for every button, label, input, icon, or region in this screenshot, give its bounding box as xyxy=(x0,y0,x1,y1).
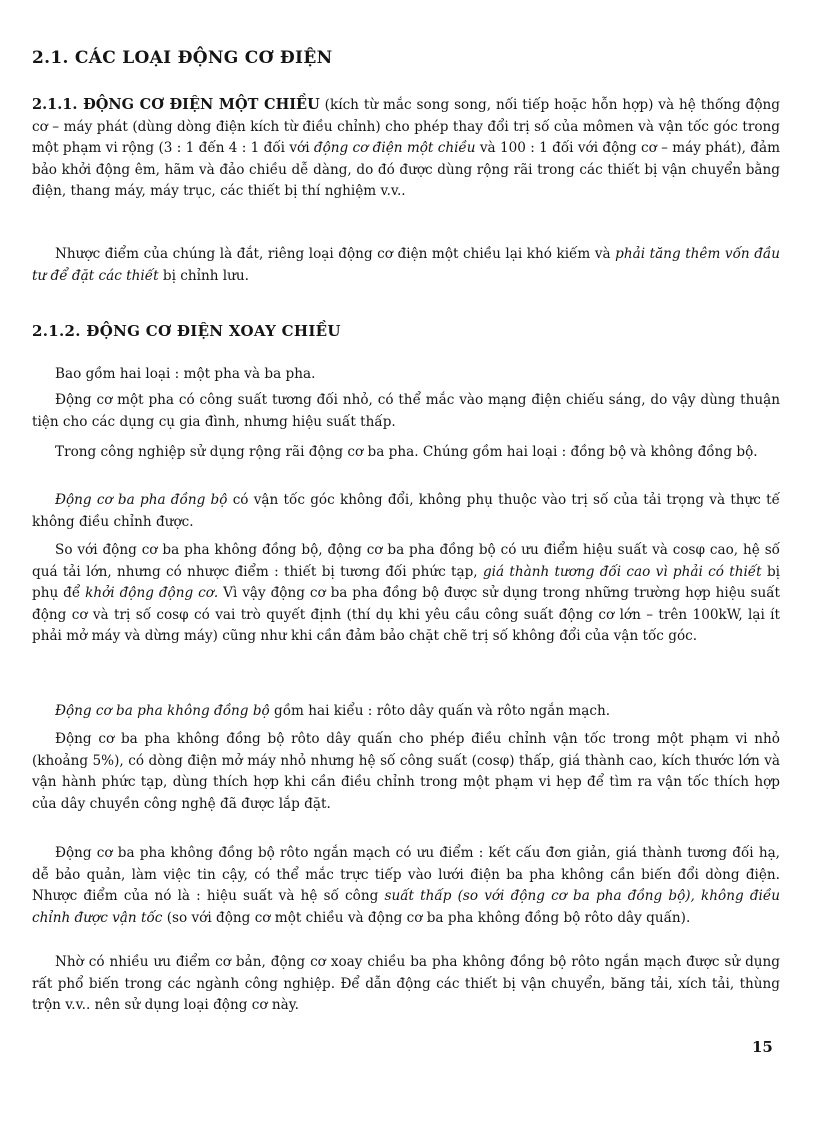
paragraph-synchronous xyxy=(32,490,780,533)
text-run: Động cơ ba pha không đồng bộ rôto ngắn mạch có ưu điểm : kết cấu đơn giản, giá thành tương đối hạ, dễ bảo quản, làm việc tin cậy, có thể mắc trực tiếp vào lưới điện ba pha không cần biến đổi dòng điện. Nhược điểm của nó là : hiệu suất và hệ số công xyxy=(32,845,780,904)
page-number: 15 xyxy=(752,1038,773,1056)
italic-run: Động cơ ba pha không đồng bộ xyxy=(55,703,270,719)
paragraph-asynchronous xyxy=(32,701,780,723)
text-run: và 100 : 1 đối với động cơ – máy phát), đảm bảo khởi động êm, hãm và đảo chiều dễ dàng, do đó được dùng rộng rãi trong các thiết bị vận chuyển bằng điện, thang máy, máy trục, các thiết bị thí nghiệm v.v.. xyxy=(32,140,780,199)
text-run: (kích từ mắc song song, nối tiếp hoặc hỗn hợp) và hệ thống động cơ – máy phát (dùng dòng điện kích từ điều chỉnh) cho phép thay đổi trị số của mômen và vận tốc góc trong một phạm vi rộng (3 : 1 đến 4 : 1 đối với xyxy=(32,97,780,156)
paragraph-sync-vs-async xyxy=(32,540,780,648)
text-run: gồm hai kiểu : rôto dây quấn và rôto ngắn mạch. xyxy=(269,703,611,719)
paragraph-single-phase: Động cơ một pha có công suất tương đối nhỏ, có thể mắc vào mạng điện chiếu sáng, do vậy dùng thuận tiện cho các dụng cụ gia đình, nhưng hiệu suất thấp. xyxy=(32,392,780,430)
text-run: (so với động cơ một chiều và động cơ ba pha không đồng bộ rôto dây quấn). xyxy=(162,909,691,926)
italic-run: khởi động động cơ. xyxy=(85,585,219,601)
paragraph-dc-drawbacks xyxy=(32,244,780,287)
paragraph-ac-types: Bao gồm hai loại : một pha và ba pha. xyxy=(55,366,316,382)
subsection-heading-dc-motor: 2.1.1. ĐỘNG CƠ ĐIỆN MỘT CHIỀU xyxy=(32,96,320,113)
text-run: Nhược điểm của chúng là đắt, riêng loại động cơ điện một chiều lại khó kiếm và xyxy=(55,246,616,262)
italic-run: Động cơ ba pha đồng bộ xyxy=(55,492,228,508)
paragraph-wound-rotor: Động cơ ba pha không đồng bộ rôto dây quấn cho phép điều chỉnh vận tốc trong một phạm vi nhỏ (khoảng 5%), có dòng điện mở máy nhỏ nhưng hệ số công suất (cosφ) thấp, giá thành cao, kích thước lớn và vận hành phức tạp, dùng thích hợp khi cần điều chỉnh trong một phạm vi hẹp để tìm ra vận tốc thích hợp của dây chuyền công nghệ đã được lắp đặt. xyxy=(32,731,780,812)
italic-run: động cơ điện một chiều xyxy=(313,140,476,156)
paragraph-dc-motor-intro xyxy=(32,94,780,203)
italic-run: suất thấp (so với động cơ ba pha đồng bộ), không điều chỉnh được vận tốc xyxy=(32,888,781,926)
text-run: Vì vậy động cơ ba pha đồng bộ được sử dụng trong những trường hợp hiệu suất động cơ và trị số cosφ có vai trò quyết định (thí dụ khi yêu cầu công suất động cơ lớn – trên 100kW, lại ít phải mở máy và dừng máy) cũng như khi cần đảm bảo chặt chẽ trị số không đổi của vận tốc góc. xyxy=(32,585,780,644)
italic-run: phải tăng thêm vốn đầu tư để đặt các thiết xyxy=(32,246,780,284)
paragraph-three-phase: Trong công nghiệp sử dụng rộng rãi động cơ ba pha. Chúng gồm hai loại : đồng bộ và không đồng bộ. xyxy=(55,444,758,460)
paragraph-conclusion: Nhờ có nhiều ưu điểm cơ bản, động cơ xoay chiều ba pha không đồng bộ rôto ngắn mạch được sử dụng rất phổ biến trong các ngành công nghiệp. Để dẫn động các thiết bị vận chuyển, băng tải, xích tải, thùng trộn v.v.. nên sử dụng loại động cơ này. xyxy=(32,954,780,1013)
section-title: 2.1. CÁC LOẠI ĐỘNG CƠ ĐIỆN xyxy=(32,48,333,68)
text-run: bị phụ để xyxy=(32,563,780,601)
subsection-heading-ac-motor: 2.1.2. ĐỘNG CƠ ĐIỆN XOAY CHIỀU xyxy=(32,322,341,340)
italic-run: giá thành tương đối cao vì phải có thiết xyxy=(482,563,762,580)
text-run: có vận tốc góc không đổi, không phụ thuộc vào trị số của tải trọng và thực tế không điều chỉnh được. xyxy=(32,492,780,530)
paragraph-squirrel-cage xyxy=(32,843,780,929)
text-run: So với động cơ ba pha không đồng bộ, động cơ ba pha đồng bộ có ưu điểm hiệu suất và cosφ cao, hệ số quá tải lớn, nhưng có nhược điểm : thiết bị tương đối phức tạp, xyxy=(32,542,780,580)
text-run: bị chỉnh lưu. xyxy=(158,267,249,284)
